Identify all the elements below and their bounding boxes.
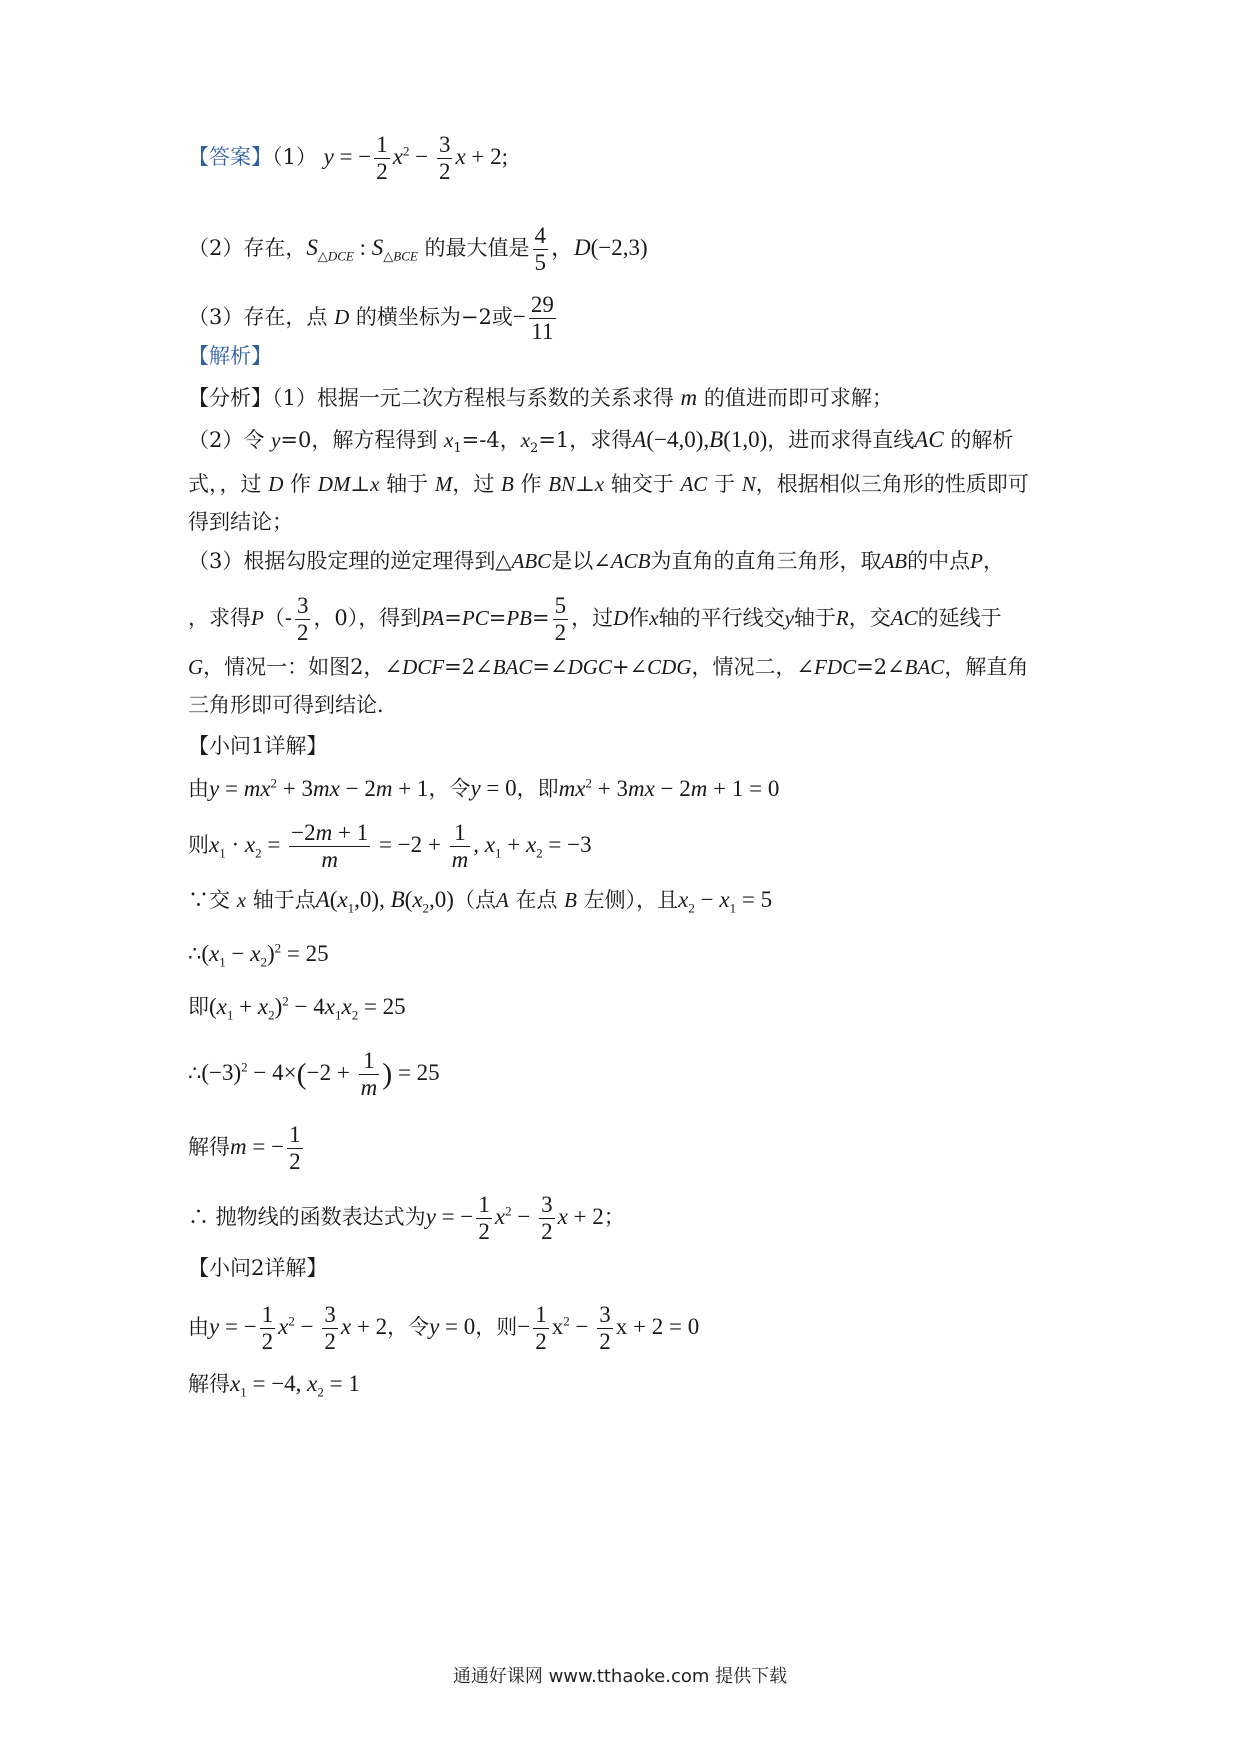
q1-because-b: 轴于点 <box>252 888 316 912</box>
fenxi-3n: ，情况二， <box>691 655 797 679</box>
q2-label: 【小问2详解】 <box>188 1256 328 1280</box>
q1-line-5: 即$(x_1 + x_2)^2 - 4x_1x_2 = 25$ <box>188 993 406 1023</box>
q1-line-3: ∵交 x 轴于点$A(x_1,0)$, $B(x_2,0)$（点A 在点 B 左侧），且$x_2 - x_1 = 5$ <box>188 887 773 916</box>
fenxi-1: （1）根据一元二次方程根与系数的关系求得 <box>272 386 674 410</box>
fenxi-2b: ，解方程得到 <box>311 428 438 452</box>
answer-part2-value: $\frac{4}{5}$ ，D(−2,3) <box>534 223 648 275</box>
fenxi-3a: （3）根据勾股定理的逆定理得到 <box>188 549 496 573</box>
answer-line-2 <box>188 223 648 276</box>
fenxi-3b: 是以 <box>551 549 594 573</box>
fenxi-3f: ，得到 <box>358 606 422 630</box>
fenxi-line-6: ，求得P（- $\frac{3}{2}$ ，0），得到PA=PC=PB= $\frac{5}{2}$ ，过D作x轴的平行线交y轴于R，交AC的延线于 <box>188 593 1002 645</box>
fenxi-line-7: G，情况一：如图2，∠DCF=2∠BAC=∠DGC+∠CDG，情况二，∠FDC=2∠BAC，解直角 <box>188 655 1029 679</box>
fenxi-3g: ，过 <box>571 606 614 630</box>
fenxi-2c: ，求得 <box>569 428 633 452</box>
fenxi-line-1: 【分析】（1）根据一元二次方程根与系数的关系求得 m 的值进而即可求解； <box>188 385 893 410</box>
q1-jie: 即 <box>188 994 209 1019</box>
fenxi-line-5: （3）根据勾股定理的逆定理得到△ABC是以∠ACB为直角的直角三角形，取AB的中点P， <box>188 549 1004 573</box>
q1-you: 由 <box>188 776 209 801</box>
q2-you: 由 <box>188 1314 209 1339</box>
q2-ze: ，则 <box>475 1314 518 1339</box>
q2-line-1: 由y = − $\frac{1}{2}$ $x^2$ − $\frac{3}{2}$ x + 2，令y = 0，则− $\frac{1}{2}$ $x^2$ − $\frac{3}{2}$ x + 2 = 0 <box>188 1302 700 1354</box>
fenxi-3j: 轴于 <box>793 606 836 630</box>
q1-ling: ，令 <box>428 776 471 801</box>
fenxi-2d: ，进而求得直线 <box>767 428 915 452</box>
fenxi-3h: 作 <box>628 606 650 630</box>
answer-part2-ratio: $S_{\triangle DCE}$ : $S_{\triangle BCE}$ <box>306 234 418 264</box>
fenxi-3k: ，交 <box>848 606 891 630</box>
q1-so-2: ∴ <box>188 1060 202 1085</box>
page-footer: 通通好课网 www.tthaoke.com 提供下载 <box>452 1666 788 1687</box>
fenxi-3d: 的中点 <box>907 549 971 573</box>
q1-line-8: ∴ 抛物线的函数表达式为y = − $\frac{1}{2}$ $x^2$ − $\frac{3}{2}$ x + 2； <box>188 1192 625 1244</box>
q1-final-end: ； <box>603 1204 625 1229</box>
q1-so-1: ∴ <box>188 941 202 966</box>
answer-part1-formula: y = − $\frac{1}{2}$ $x^2$ − $\frac{3}{2}$ x + 2; <box>323 132 509 184</box>
answer-part3-prefix: （3）存在，点 <box>188 304 328 329</box>
fenxi-line-4: 得到结论； <box>188 510 293 534</box>
q1-ze: 则 <box>188 832 209 857</box>
q1-because: ∵交 <box>188 888 230 912</box>
fenxi-label: 【分析】 <box>188 386 272 410</box>
q1-final: ∴ 抛物线的函数表达式为 <box>188 1204 426 1229</box>
fenxi-3c: 为直角的直角三角形，取 <box>650 549 882 573</box>
fenxi-line-2: （2）令 y=0，解方程得到 $x_1=-4$，$x_2=1$，求得A(−4,0),B(1,0)，进而求得直线AC 的解析 <box>188 427 1014 457</box>
fenxi-2a: （2）令 <box>188 428 265 452</box>
answer-part3-value: − $\frac{29}{11}$ <box>512 292 554 344</box>
answer-line-3: （3）存在，点 D 的横坐标为−2或− $\frac{29}{11}$ <box>188 292 559 345</box>
answer-part2-mid: 的最大值是 <box>424 235 530 260</box>
answer-part1-prefix: （1） <box>272 144 317 169</box>
q1-label: 【小问1详解】 <box>188 734 328 758</box>
q2-ling: ，令 <box>387 1314 430 1339</box>
answer-part2-prefix: （2）存在， <box>188 235 307 260</box>
q1-solve: 解得 <box>188 1134 230 1159</box>
q1-because-c: （点 <box>453 888 496 912</box>
fenxi-3l: 的延线于 <box>917 606 1002 630</box>
fenxi-1b: 的值进而即可求解； <box>703 386 893 410</box>
answer-line-1 <box>188 132 508 185</box>
q1-line-1: 由$y = mx^2 + 3mx - 2m + 1$，令y = 0，即$mx^2 + 3mx - 2m + 1 = 0$ <box>188 775 780 801</box>
q1-line-7: 解得m = − $\frac{1}{2}$ <box>188 1122 301 1174</box>
q2-line-2: 解得$x_1 = -4$, $x_2 = 1$ <box>188 1371 360 1400</box>
fenxi-3m: ，情况一：如图2， <box>203 655 385 679</box>
q1-because-d: 在点 <box>515 888 558 912</box>
q2-solve: 解得 <box>188 1372 230 1396</box>
answer-part3-mid: 的横坐标为−2或 <box>355 304 513 329</box>
q1-ji: ，即 <box>516 776 559 801</box>
q1-line-4: $\therefore(x_1 - x_2)^2 = 25$ <box>188 940 329 970</box>
fenxi-3i: 轴的平行线交 <box>658 606 785 630</box>
fenxi-3e: ，求得 <box>188 606 251 630</box>
fenxi-line-3: 式，，过 D 作 DM⊥x 轴于 M，过 B 作 BN⊥x 轴交于 AC 于 N，根据相似三角形的性质即可 <box>188 472 1029 496</box>
q1-line-2: 则$x_1 \cdot x_2$ = $\frac{-2m + 1}{m}$ = −2 + $\frac{1}{m}$ , $x_1 + x_2 = -3$ <box>188 820 592 872</box>
answer-label: 【答案】 <box>188 144 272 169</box>
q1-line-6: $\therefore(-3)^2 - 4\times(-2$ + $\frac{1}{m}$ ) = 25 <box>188 1048 440 1100</box>
fenxi-line-8: 三角形即可得到结论. <box>188 693 384 717</box>
analysis-label: 【解析】 <box>188 344 272 368</box>
q1-because-e: 左侧），且 <box>583 888 679 912</box>
